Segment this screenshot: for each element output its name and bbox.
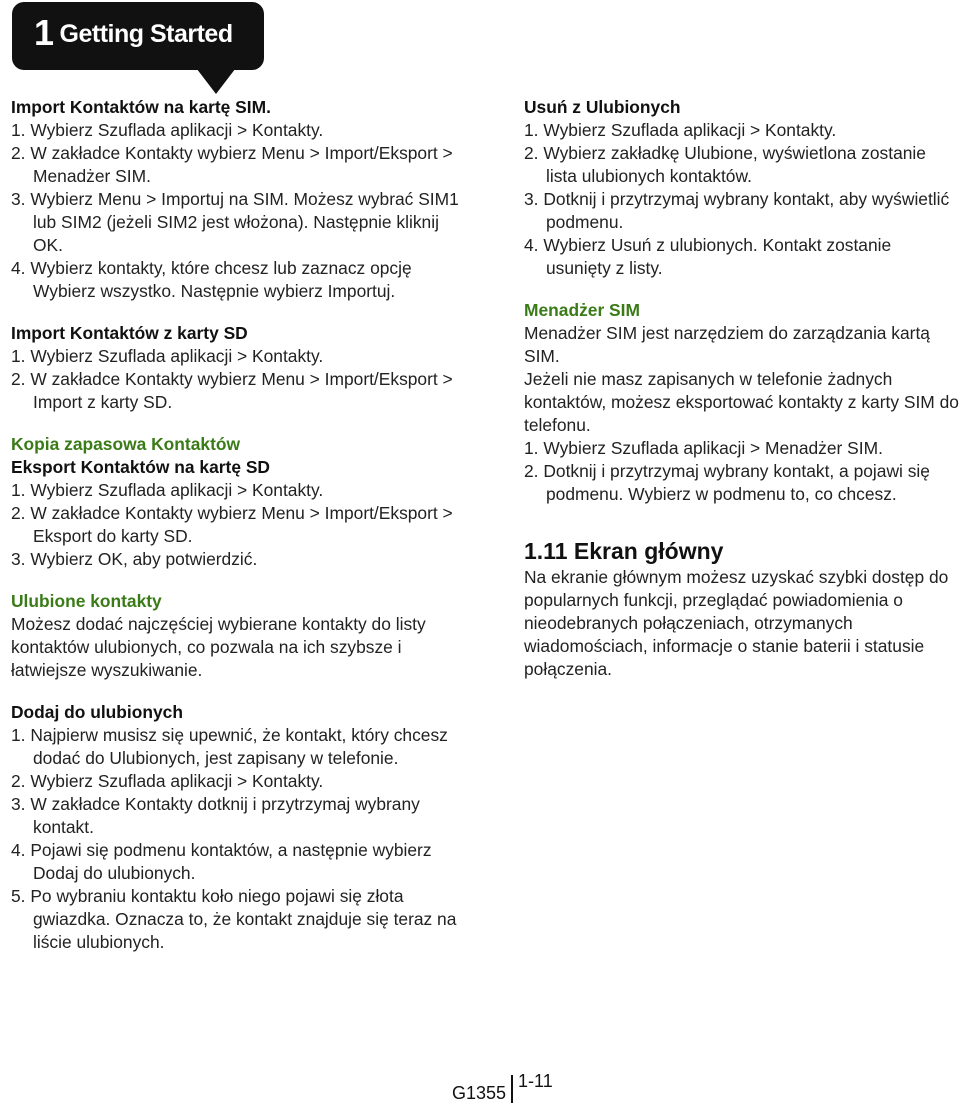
step-item: 2. Dotknij i przytrzymaj wybrany kontakt, a pojawi się podmenu. Wybierz w podmenu to, co chcesz. (524, 461, 930, 504)
right-column (524, 96, 960, 681)
heading-import-sim: Import Kontaktów na kartę SIM. (11, 97, 271, 117)
step-item: 4. Pojawi się podmenu kontaktów, a następnie wybierz Dodaj do ulubionych. (11, 840, 432, 883)
favorites-text: Możesz dodać najczęściej wybierane kontakty do listy kontaktów ulubionych, co pozwala na ich szybsze i łatwiejsze wyszukiwanie. (11, 614, 426, 680)
sim-manager-paragraph: Jeżeli nie masz zapisanych w telefonie żadnych kontaktów, możesz eksportować kontakty z karty SIM do telefonu. (524, 369, 959, 435)
heading-add-favorites: Dodaj do ulubionych (11, 702, 183, 722)
step-item: 1. Najpierw musisz się upewnić, że kontakt, który chcesz dodać do Ulubionych, jest zapisany w telefonie. (11, 725, 448, 768)
step-item: 2. Wybierz Szuflada aplikacji > Kontakty. (11, 771, 324, 791)
heading-remove-favorites: Usuń z Ulubionych (524, 97, 681, 117)
chapter-title (34, 12, 233, 54)
chapter-number: 1 (34, 12, 54, 53)
left-column (11, 96, 461, 954)
footer-divider (511, 1075, 513, 1103)
heading-favorites: Ulubione kontakty (11, 591, 162, 611)
home-screen-text: Na ekranie głównym możesz uzyskać szybki dostęp do popularnych funkcji, przeglądać powiadomienia o nieodebranych połączeniach, otrzymanych wiadomościach, informacje o stanie baterii i statusie połączenia. (524, 567, 949, 679)
heading-sim-manager: Menadżer SIM (524, 300, 640, 320)
step-item: 2. W zakładce Kontakty wybierz Menu > Import/Eksport > Menadżer SIM. (11, 143, 453, 186)
step-item: 1. Wybierz Szuflada aplikacji > Kontakty. (11, 346, 324, 366)
footer-model: G1355 (452, 1083, 507, 1103)
step-item: 2. Wybierz zakładkę Ulubione, wyświetlona zostanie lista ulubionych kontaktów. (524, 143, 926, 186)
step-item: 3. Wybierz Menu > Importuj na SIM. Możesz wybrać SIM1 lub SIM2 (jeżeli SIM2 jest włożona). Następnie kliknij OK. (11, 189, 459, 255)
step-item: 4. Wybierz Usuń z ulubionych. Kontakt zostanie usunięty z listy. (524, 235, 892, 278)
heading-backup: Kopia zapasowa Kontaktów (11, 434, 241, 454)
sim-manager-paragraph: Menadżer SIM jest narzędziem do zarządzania kartą SIM. (524, 323, 930, 366)
banner-pointer (190, 60, 242, 94)
step-item: 4. Wybierz kontakty, które chcesz lub zaznacz opcję Wybierz wszystko. Następnie wybierz Importuj. (11, 258, 412, 301)
step-item: 1. Wybierz Szuflada aplikacji > Kontakty. (11, 120, 324, 140)
footer-page-number: 1-11 (518, 1071, 553, 1091)
step-item: 1. Wybierz Szuflada aplikacji > Menadżer SIM. (524, 438, 883, 458)
step-item: 2. W zakładce Kontakty wybierz Menu > Import/Eksport > Eksport do karty SD. (11, 503, 453, 546)
heading-home-screen: 1.11 Ekran główny (524, 538, 724, 564)
page-footer (452, 1071, 553, 1104)
subheading-export-sd: Eksport Kontaktów na kartę SD (11, 457, 270, 477)
step-item: 2. W zakładce Kontakty wybierz Menu > Import/Eksport > Import z karty SD. (11, 369, 453, 412)
step-item: 3. Wybierz OK, aby potwierdzić. (11, 549, 258, 569)
step-item: 1. Wybierz Szuflada aplikacji > Kontakty. (11, 480, 324, 500)
step-item: 1. Wybierz Szuflada aplikacji > Kontakty. (524, 120, 837, 140)
heading-import-sd: Import Kontaktów z karty SD (11, 323, 248, 343)
step-item: 3. Dotknij i przytrzymaj wybrany kontakt, aby wyświetlić podmenu. (524, 189, 950, 232)
chapter-title-text: Getting Started (59, 20, 233, 48)
step-item: 3. W zakładce Kontakty dotknij i przytrzymaj wybrany kontakt. (11, 794, 420, 837)
step-item: 5. Po wybraniu kontaktu koło niego pojawi się złota gwiazdka. Oznacza to, że kontakt znajduje się teraz na liście ulubionych. (11, 886, 457, 952)
